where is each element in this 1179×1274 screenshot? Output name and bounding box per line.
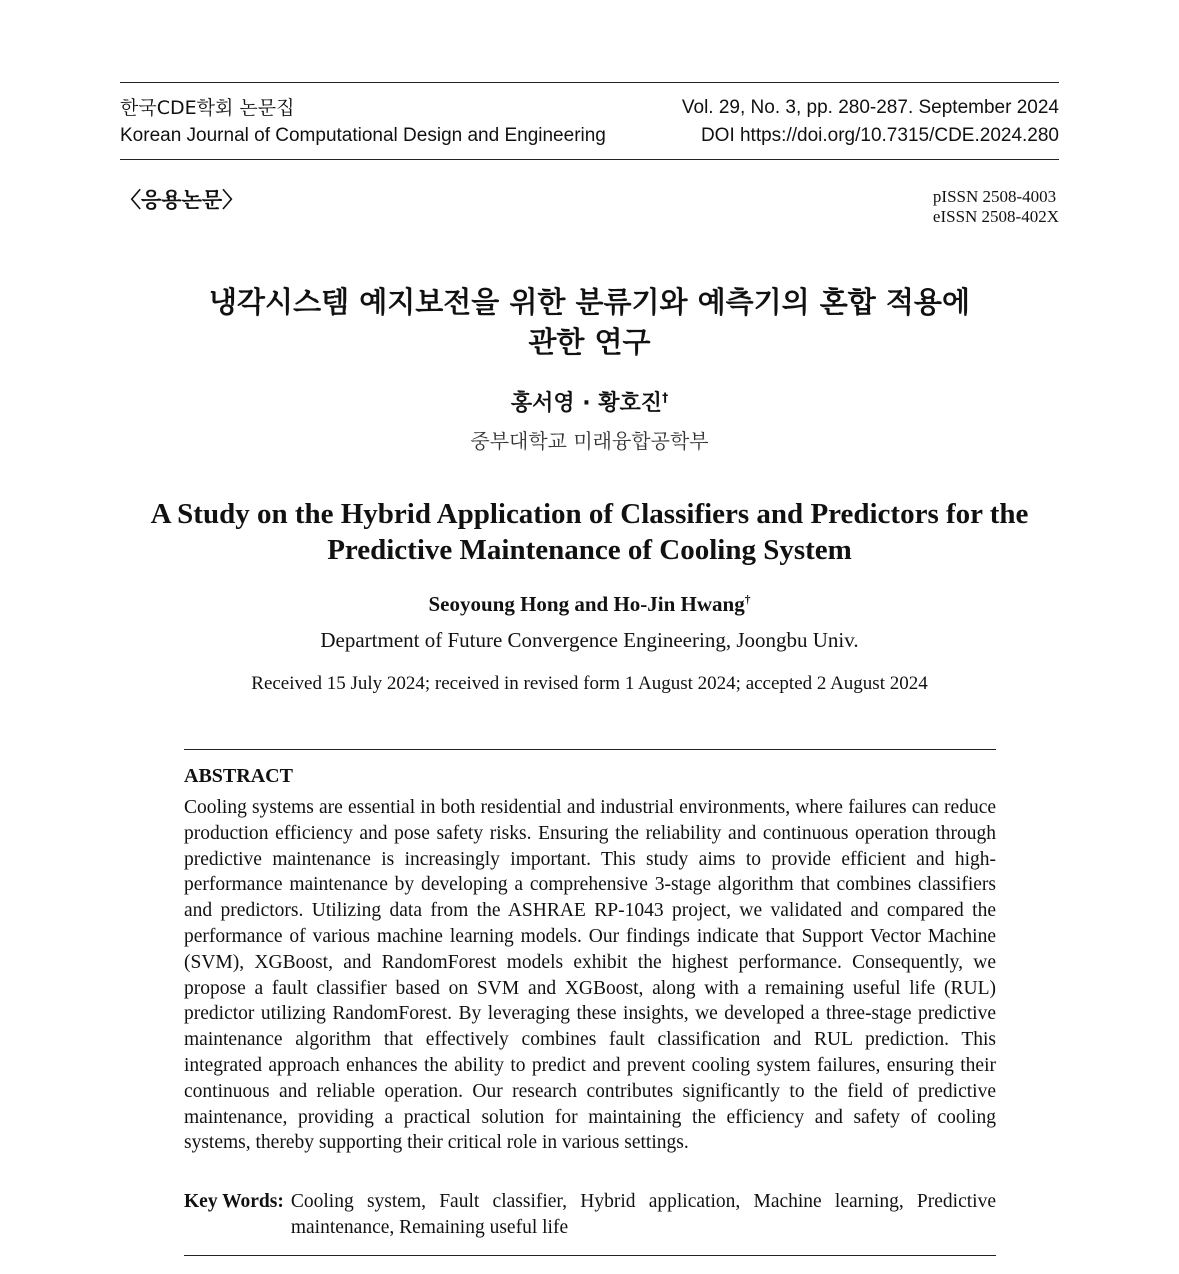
corresponding-author-mark-kr: † — [662, 390, 669, 405]
keywords — [184, 1189, 996, 1241]
article-type: 〈응용논문〉 — [120, 188, 244, 212]
keywords-label: Key Words: — [184, 1191, 284, 1212]
volume-info: Vol. 29, No. 3, pp. 280-287. September 2024 — [681, 97, 1059, 118]
affiliation-english: Department of Future Convergence Engineering, Joongbu Univ. — [320, 628, 859, 652]
authors-korean — [110, 386, 1069, 417]
abstract-top-rule — [184, 749, 996, 750]
issn-electronic: eISSN 2508-402X — [932, 207, 1059, 226]
title-korean-line1: 냉각시스템 예지보전을 위한 분류기와 예측기의 혼합 적용에 — [209, 285, 970, 319]
doi-link[interactable]: DOI https://doi.org/10.7315/CDE.2024.280 — [700, 125, 1059, 146]
keywords-text: Cooling system, Fault classifier, Hybrid application, Machine learning, Predictive maintenance, Remaining useful life — [290, 1191, 996, 1238]
title-korean-line2: 관한 연구 — [528, 325, 651, 359]
title-english-line2: Predictive Maintenance of Cooling System — [327, 534, 852, 566]
corresponding-author-mark-en: † — [744, 594, 751, 606]
issn-print: pISSN 2508-4003 — [932, 187, 1057, 206]
header-top-rule — [120, 82, 1059, 83]
journal-name-kr: 한국CDE학회 논문집 — [120, 97, 295, 119]
journal-info — [120, 94, 606, 150]
title-english — [110, 496, 1069, 568]
authors-english — [110, 592, 1069, 617]
issn-block — [933, 187, 1059, 227]
issue-info — [682, 94, 1059, 150]
title-english-line1: A Study on the Hybrid Application of Classifiers and Predictors for the — [150, 498, 1029, 530]
abstract-text: Cooling systems are essential in both residential and industrial environments, where failures can reduce production efficiency and pose safety risks. Ensuring the reliability and continuous operation through predictive maintenance is increasingly important. This study aims to provide efficient and high-performance maintenance by developing a comprehensive 3-stage algorithm that combines classifiers and predictors. Utilizing data from the ASHRAE RP-1043 project, we validated and compared the performance of various machine learning models. Our findings indicate that Support Vector Machine (SVM), XGBoost, and RandomForest models exhibit the highest performance. Consequently, we propose a fault classifier based on SVM and XGBoost, along with a remaining useful life (RUL) predictor utilizing RandomForest. By leveraging these insights, we developed a three-stage predictive maintenance algorithm that effectively combines fault classification and RUL prediction. This integrated approach enhances the ability to predict and prevent cooling system failures, ensuring their continuous and reliable operation. Our research contributes significantly to the field of predictive maintenance, providing a practical solution for maintaining the efficiency and safety of cooling systems, thereby supporting their critical role in various settings. — [184, 797, 996, 1154]
journal-name-en: Korean Journal of Computational Design and Engineering — [120, 125, 606, 146]
received-dates: Received 15 July 2024; received in revised form 1 August 2024; accepted 2 August 2024 — [251, 673, 928, 694]
header-bottom-rule — [120, 159, 1059, 160]
authors-korean-names: 홍서영 · 황호진 — [510, 391, 663, 416]
authors-english-names: Seoyoung Hong and Ho-Jin Hwang — [428, 592, 745, 616]
title-korean — [110, 282, 1069, 362]
affiliation-korean: 중부대학교 미래융합공학부 — [470, 429, 709, 453]
abstract-bottom-rule — [184, 1255, 996, 1256]
abstract-heading: ABSTRACT — [184, 765, 293, 787]
